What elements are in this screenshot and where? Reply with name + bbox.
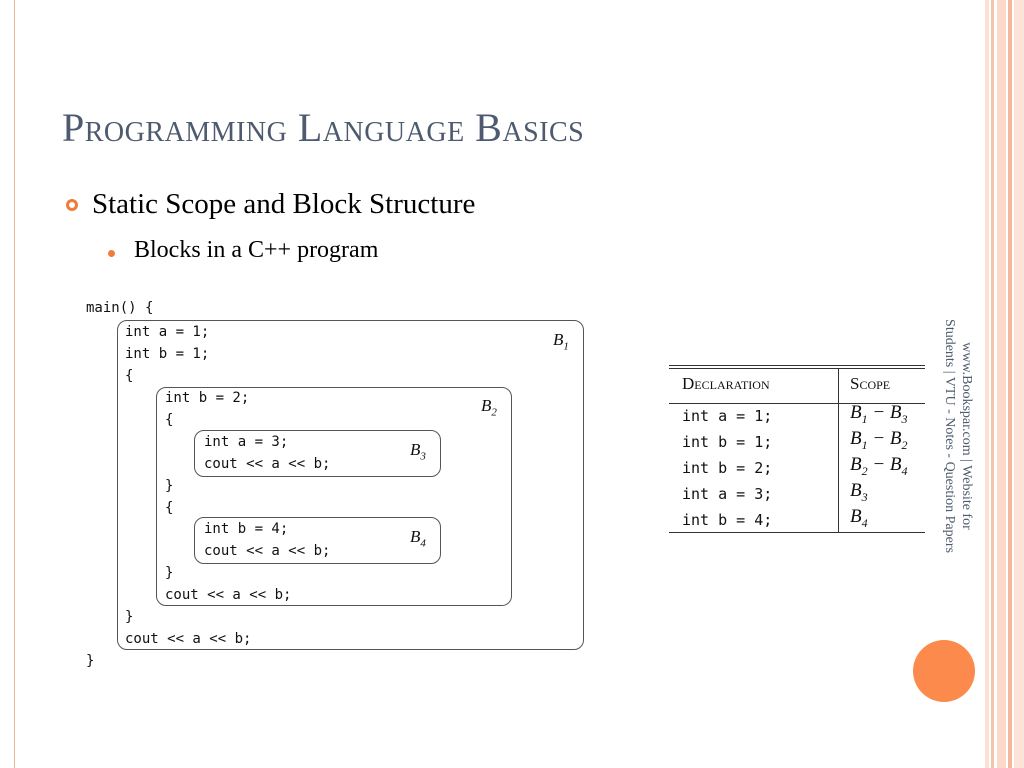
code-line: { (165, 500, 174, 516)
table-cell-declaration: int b = 4; (682, 511, 773, 529)
table-cell-declaration: int b = 2; (682, 459, 773, 477)
code-line: cout << a << b; (204, 543, 331, 559)
decor-stripe (991, 0, 994, 768)
block-label-b3: $B_3$ (410, 440, 426, 463)
table-top-rule (669, 365, 925, 366)
watermark-line: Students | VTU - Notes - Question Papers (942, 319, 957, 553)
code-line: int b = 2; (165, 390, 250, 406)
code-line: main() { (86, 300, 154, 316)
table-cell-scope: $B_3$ (850, 480, 868, 504)
table-top-rule (669, 368, 925, 369)
code-line: { (165, 412, 174, 428)
table-cell-declaration: int b = 1; (682, 433, 773, 451)
decor-stripe (985, 0, 989, 768)
watermark-line: www.Bookspar.com | Website for (959, 342, 974, 530)
vertical-watermark (941, 266, 975, 606)
left-border-line (14, 0, 15, 768)
table-bottom-rule (669, 532, 925, 533)
code-line: cout << a << b; (165, 587, 292, 603)
decor-stripe (1014, 0, 1024, 768)
decor-circle (913, 640, 975, 702)
code-line: } (165, 478, 174, 494)
code-line: int b = 1; (125, 346, 210, 362)
ring-bullet-icon (66, 199, 78, 211)
code-line: cout << a << b; (204, 456, 331, 472)
code-line: } (165, 565, 174, 581)
decor-stripe (997, 0, 1006, 768)
code-line: } (125, 609, 134, 625)
decor-stripe (1008, 0, 1012, 768)
code-line: int a = 3; (204, 434, 289, 450)
code-line: cout << a << b; (125, 631, 252, 647)
table-cell-scope: $B_1 - B_2$ (850, 428, 908, 452)
code-line: { (125, 368, 134, 384)
block-label-b2: $B_2$ (481, 396, 497, 419)
code-line: } (86, 653, 95, 669)
block-label-b4: $B_4$ (410, 527, 426, 550)
slide-title: Programming Language Basics (62, 105, 585, 150)
table-cell-scope: $B_1 - B_3$ (850, 402, 908, 426)
table-header-declaration: Declaration (682, 374, 770, 393)
code-line: int b = 4; (204, 521, 289, 537)
bullet-level2-text: Blocks in a C++ program (134, 237, 379, 263)
table-cell-scope: $B_2 - B_4$ (850, 454, 908, 478)
table-cell-declaration: int a = 3; (682, 485, 773, 503)
table-cell-scope: $B_4$ (850, 506, 868, 530)
bullet-level1-text: Static Scope and Block Structure (92, 188, 476, 220)
table-cell-declaration: int a = 1; (682, 407, 773, 425)
table-column-divider (838, 368, 839, 532)
dot-bullet-icon (108, 250, 115, 257)
code-line: int a = 1; (125, 324, 210, 340)
table-header-scope: Scope (850, 374, 891, 393)
block-b2-box (156, 387, 512, 606)
block-label-b1: $B_1$ (553, 330, 569, 353)
